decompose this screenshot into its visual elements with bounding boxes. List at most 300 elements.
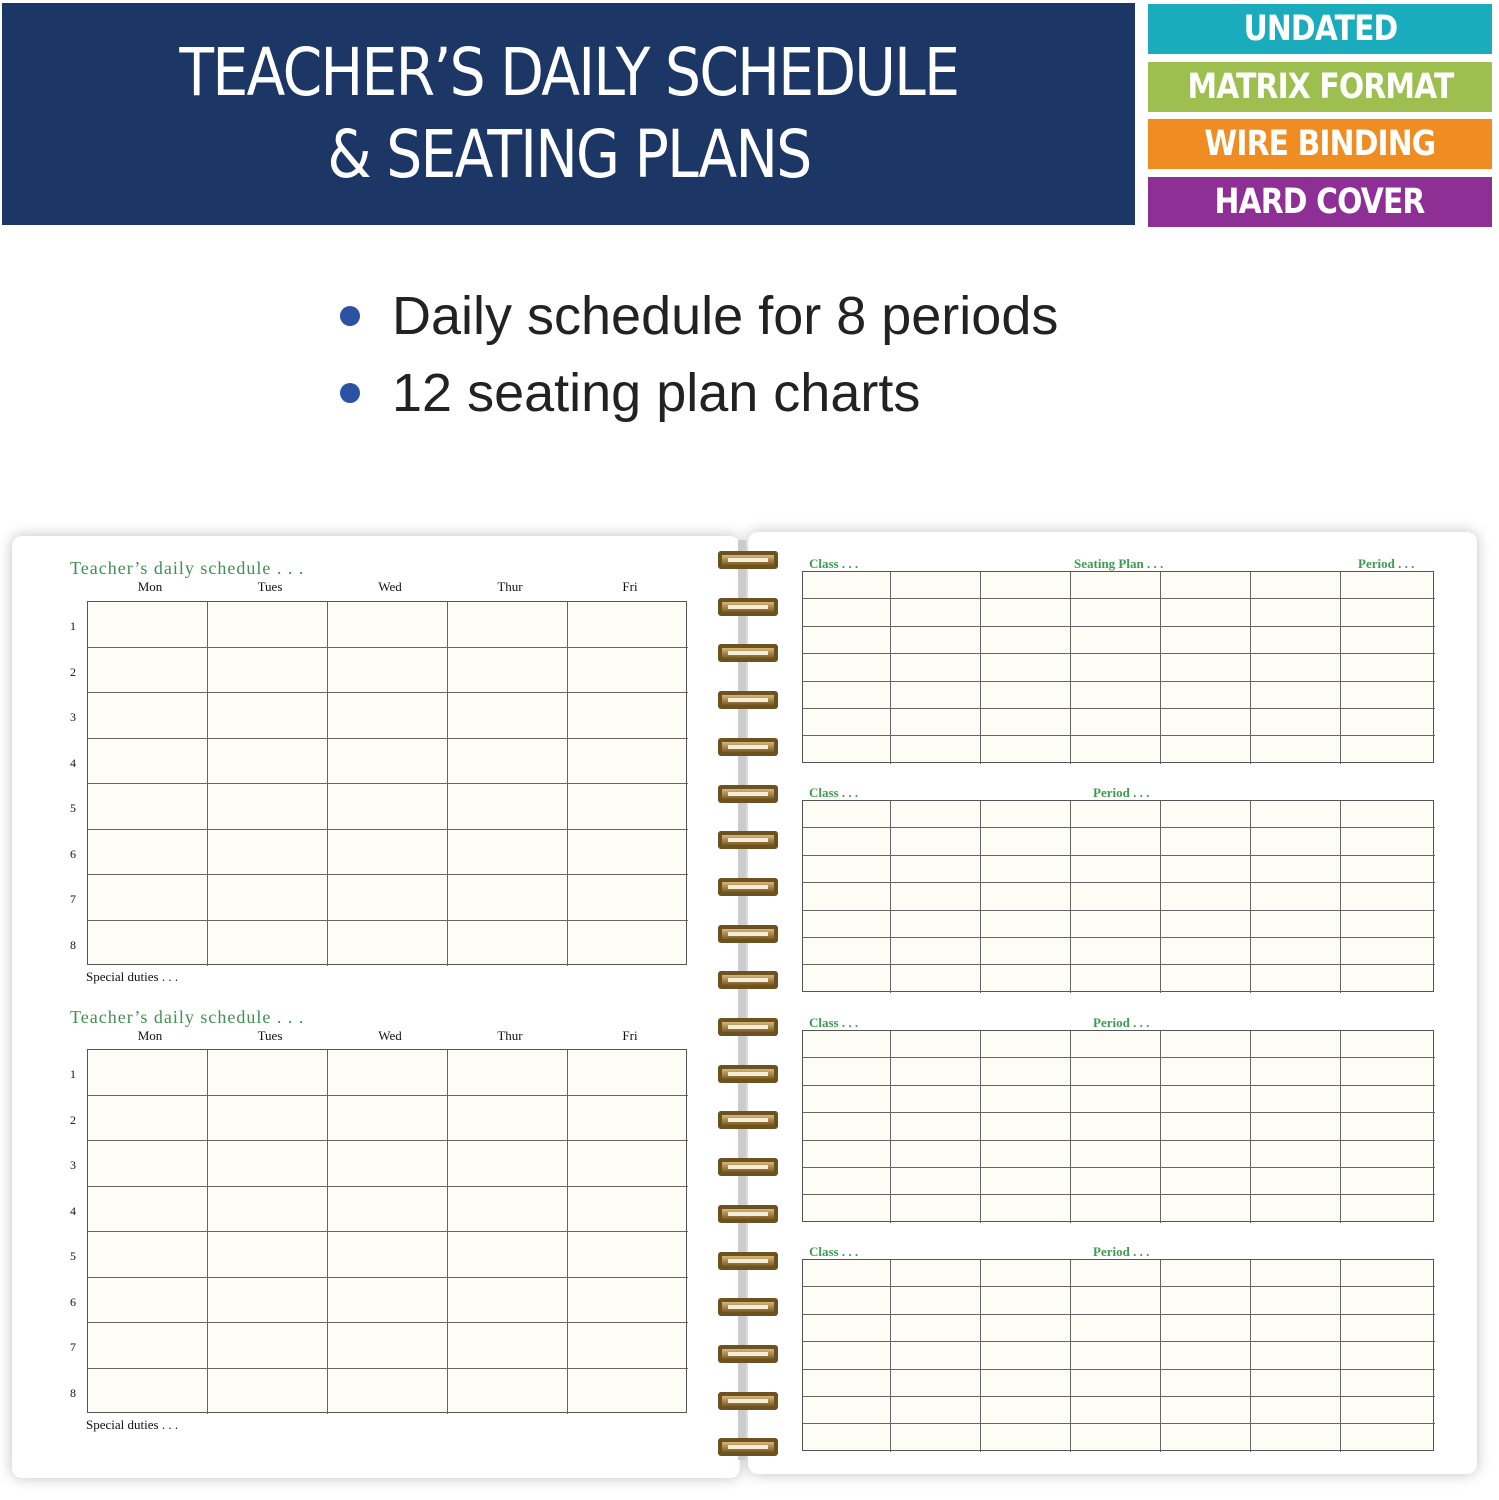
seat-cell[interactable]: [891, 736, 981, 763]
seat-cell[interactable]: [803, 572, 891, 599]
seat-cell[interactable]: [1251, 801, 1341, 828]
schedule-cell[interactable]: [88, 784, 208, 830]
seat-cell[interactable]: [1251, 654, 1341, 681]
schedule-cell[interactable]: [208, 875, 328, 921]
schedule-cell[interactable]: [568, 1141, 688, 1187]
seat-cell[interactable]: [1341, 1086, 1435, 1113]
seat-cell[interactable]: [1161, 1370, 1251, 1397]
seat-cell[interactable]: [981, 856, 1071, 883]
schedule-cell[interactable]: [448, 1187, 568, 1233]
schedule-cell[interactable]: [448, 784, 568, 830]
seat-cell[interactable]: [803, 654, 891, 681]
seat-cell[interactable]: [1251, 965, 1341, 992]
period-number: 6: [70, 846, 76, 861]
seat-cell[interactable]: [981, 1315, 1071, 1342]
period-number: 8: [70, 1385, 76, 1400]
schedule-cell[interactable]: [328, 1323, 448, 1369]
seat-cell[interactable]: [1161, 911, 1251, 938]
schedule-cell[interactable]: [568, 921, 688, 967]
schedule-cell[interactable]: [328, 875, 448, 921]
seat-cell[interactable]: [1071, 1113, 1161, 1140]
seat-cell[interactable]: [803, 627, 891, 654]
seat-cell[interactable]: [803, 965, 891, 992]
seat-cell[interactable]: [1071, 1195, 1161, 1222]
binding-ring-icon: [718, 1438, 778, 1456]
schedule-cell[interactable]: [208, 1141, 328, 1187]
seat-cell[interactable]: [1071, 1370, 1161, 1397]
seat-cell[interactable]: [803, 682, 891, 709]
seat-cell[interactable]: [891, 709, 981, 736]
seat-cell[interactable]: [1071, 1141, 1161, 1168]
seat-cell[interactable]: [891, 883, 981, 910]
seat-cell[interactable]: [1341, 1315, 1435, 1342]
schedule-cell[interactable]: [328, 602, 448, 648]
seat-cell[interactable]: [1341, 1424, 1435, 1451]
schedule-cell[interactable]: [568, 648, 688, 694]
seat-cell[interactable]: [803, 599, 891, 626]
seat-cell[interactable]: [981, 1287, 1071, 1314]
schedule-cell[interactable]: [88, 693, 208, 739]
seat-cell[interactable]: [1161, 627, 1251, 654]
seat-cell[interactable]: [1071, 627, 1161, 654]
seat-cell[interactable]: [1161, 654, 1251, 681]
period-label: Period . . .: [1093, 1244, 1150, 1259]
seat-cell[interactable]: [981, 938, 1071, 965]
day-header: Mon: [137, 579, 163, 594]
period-number: 4: [70, 755, 76, 770]
binding-ring-icon: [718, 878, 778, 896]
seat-cell[interactable]: [981, 1342, 1071, 1369]
schedule-cell[interactable]: [328, 1050, 448, 1096]
schedule-cell[interactable]: [88, 1096, 208, 1142]
seat-cell[interactable]: [891, 1031, 981, 1058]
schedule-cell[interactable]: [88, 875, 208, 921]
seating-grid: [802, 571, 1434, 763]
seat-cell[interactable]: [1161, 709, 1251, 736]
seat-cell[interactable]: [891, 1370, 981, 1397]
seat-cell[interactable]: [891, 1315, 981, 1342]
seat-cell[interactable]: [1161, 1424, 1251, 1451]
seat-cell[interactable]: [981, 1260, 1071, 1287]
seat-cell[interactable]: [981, 828, 1071, 855]
schedule-cell[interactable]: [448, 739, 568, 785]
schedule-cell[interactable]: [88, 1232, 208, 1278]
seat-cell[interactable]: [981, 883, 1071, 910]
seat-cell[interactable]: [1071, 572, 1161, 599]
seat-cell[interactable]: [891, 1113, 981, 1140]
seat-cell[interactable]: [803, 1031, 891, 1058]
seat-cell[interactable]: [891, 1424, 981, 1451]
seat-cell[interactable]: [803, 883, 891, 910]
seat-cell[interactable]: [1161, 1058, 1251, 1085]
bullet-icon: [340, 383, 360, 403]
seat-cell[interactable]: [1251, 599, 1341, 626]
seat-cell[interactable]: [891, 1058, 981, 1085]
seat-cell[interactable]: [1161, 1315, 1251, 1342]
schedule-cell[interactable]: [208, 693, 328, 739]
seat-cell[interactable]: [981, 682, 1071, 709]
schedule-cell[interactable]: [568, 1050, 688, 1096]
seat-cell[interactable]: [803, 1086, 891, 1113]
seat-cell[interactable]: [981, 1168, 1071, 1195]
seat-cell[interactable]: [803, 1113, 891, 1140]
schedule-cell[interactable]: [88, 1141, 208, 1187]
seat-cell[interactable]: [1071, 1058, 1161, 1085]
schedule-cell[interactable]: [208, 648, 328, 694]
seat-cell[interactable]: [803, 911, 891, 938]
seat-cell[interactable]: [981, 1370, 1071, 1397]
seat-cell[interactable]: [981, 1113, 1071, 1140]
seat-cell[interactable]: [803, 856, 891, 883]
seat-cell[interactable]: [803, 1370, 891, 1397]
seat-cell[interactable]: [1161, 1141, 1251, 1168]
seat-cell[interactable]: [803, 938, 891, 965]
schedule-cell[interactable]: [328, 693, 448, 739]
seat-cell[interactable]: [1251, 938, 1341, 965]
seat-cell[interactable]: [1251, 1086, 1341, 1113]
seat-cell[interactable]: [1341, 828, 1435, 855]
schedule-cell[interactable]: [328, 1278, 448, 1324]
seat-cell[interactable]: [1341, 1287, 1435, 1314]
seat-cell[interactable]: [803, 1195, 891, 1222]
seat-cell[interactable]: [891, 856, 981, 883]
seat-cell[interactable]: [803, 736, 891, 763]
schedule-cell[interactable]: [208, 1050, 328, 1096]
seat-cell[interactable]: [891, 828, 981, 855]
seat-cell[interactable]: [1071, 883, 1161, 910]
schedule-cell[interactable]: [568, 1232, 688, 1278]
schedule-cell[interactable]: [448, 1050, 568, 1096]
seat-cell[interactable]: [891, 1397, 981, 1424]
period-number: 2: [70, 664, 76, 679]
seat-cell[interactable]: [1251, 682, 1341, 709]
schedule-cell[interactable]: [448, 648, 568, 694]
seat-cell[interactable]: [891, 1287, 981, 1314]
seat-cell[interactable]: [1251, 828, 1341, 855]
badge-label: HARD COVER: [1215, 181, 1425, 222]
schedule-cell[interactable]: [208, 784, 328, 830]
seat-cell[interactable]: [1341, 1397, 1435, 1424]
seat-cell[interactable]: [1341, 654, 1435, 681]
schedule-cell[interactable]: [568, 1278, 688, 1324]
schedule-cell[interactable]: [568, 602, 688, 648]
bullet-text: Daily schedule for 8 periods: [392, 286, 1059, 346]
seat-cell[interactable]: [1341, 883, 1435, 910]
seat-cell[interactable]: [1341, 1370, 1435, 1397]
seat-cell[interactable]: [891, 938, 981, 965]
seat-cell[interactable]: [981, 1397, 1071, 1424]
seat-cell[interactable]: [1161, 1397, 1251, 1424]
seat-cell[interactable]: [1161, 1287, 1251, 1314]
schedule-cell[interactable]: [568, 693, 688, 739]
schedule-cell[interactable]: [568, 1187, 688, 1233]
seat-cell[interactable]: [981, 1424, 1071, 1451]
seat-cell[interactable]: [1251, 627, 1341, 654]
seat-cell[interactable]: [1341, 599, 1435, 626]
seat-cell[interactable]: [1341, 709, 1435, 736]
seat-cell[interactable]: [803, 1141, 891, 1168]
period-number: 1: [70, 1067, 76, 1081]
schedule-cell[interactable]: [88, 739, 208, 785]
seat-cell[interactable]: [981, 627, 1071, 654]
seat-cell[interactable]: [1251, 1058, 1341, 1085]
seat-cell[interactable]: [891, 801, 981, 828]
seat-cell[interactable]: [1161, 682, 1251, 709]
schedule-cell[interactable]: [448, 693, 568, 739]
seat-cell[interactable]: [891, 965, 981, 992]
seat-cell[interactable]: [1071, 654, 1161, 681]
seat-cell[interactable]: [1071, 1424, 1161, 1451]
schedule-cell[interactable]: [448, 602, 568, 648]
schedule-cell[interactable]: [208, 1323, 328, 1369]
seat-cell[interactable]: [803, 1315, 891, 1342]
schedule-cell[interactable]: [568, 784, 688, 830]
seat-cell[interactable]: [1161, 1168, 1251, 1195]
seat-cell[interactable]: [1251, 1260, 1341, 1287]
seat-cell[interactable]: [981, 572, 1071, 599]
seat-cell[interactable]: [981, 1195, 1071, 1222]
seat-cell[interactable]: [891, 1086, 981, 1113]
seat-cell[interactable]: [1071, 1031, 1161, 1058]
seat-cell[interactable]: [981, 1086, 1071, 1113]
seat-cell[interactable]: [1071, 1315, 1161, 1342]
seat-cell[interactable]: [981, 801, 1071, 828]
seat-cell[interactable]: [981, 709, 1071, 736]
schedule-cell[interactable]: [328, 1369, 448, 1415]
schedule-cell[interactable]: [208, 602, 328, 648]
seat-cell[interactable]: [803, 828, 891, 855]
schedule-cell[interactable]: [328, 1141, 448, 1187]
seat-cell[interactable]: [891, 627, 981, 654]
seat-cell[interactable]: [891, 911, 981, 938]
seat-cell[interactable]: [1071, 1342, 1161, 1369]
schedule-cell[interactable]: [568, 1096, 688, 1142]
seat-cell[interactable]: [1341, 1195, 1435, 1222]
seat-cell[interactable]: [1071, 801, 1161, 828]
seat-cell[interactable]: [1341, 1342, 1435, 1369]
schedule-cell[interactable]: [328, 1232, 448, 1278]
seat-cell[interactable]: [1161, 828, 1251, 855]
seat-cell[interactable]: [981, 599, 1071, 626]
seat-cell[interactable]: [981, 911, 1071, 938]
seat-cell[interactable]: [1161, 572, 1251, 599]
schedule-cell[interactable]: [568, 830, 688, 876]
seat-cell[interactable]: [1071, 828, 1161, 855]
schedule-cell[interactable]: [448, 1369, 568, 1415]
schedule-cell[interactable]: [88, 1050, 208, 1096]
seat-cell[interactable]: [1161, 938, 1251, 965]
schedule-cell[interactable]: [448, 1323, 568, 1369]
seat-cell[interactable]: [1071, 1086, 1161, 1113]
seat-cell[interactable]: [981, 654, 1071, 681]
badge-label: UNDATED: [1243, 9, 1397, 49]
seat-cell[interactable]: [891, 1195, 981, 1222]
day-header: Wed: [378, 1028, 402, 1043]
seat-cell[interactable]: [1161, 801, 1251, 828]
schedule-cell[interactable]: [448, 1096, 568, 1142]
seat-cell[interactable]: [1341, 1168, 1435, 1195]
seat-cell[interactable]: [803, 1397, 891, 1424]
seat-cell[interactable]: [891, 654, 981, 681]
schedule-cell[interactable]: [328, 648, 448, 694]
seat-cell[interactable]: [1341, 938, 1435, 965]
seat-cell[interactable]: [891, 572, 981, 599]
seat-cell[interactable]: [803, 1287, 891, 1314]
seat-cell[interactable]: [1251, 1287, 1341, 1314]
seat-cell[interactable]: [1161, 599, 1251, 626]
seat-cell[interactable]: [891, 1168, 981, 1195]
schedule-cell[interactable]: [328, 921, 448, 967]
schedule-cell[interactable]: [448, 1141, 568, 1187]
seat-cell[interactable]: [891, 1260, 981, 1287]
seat-cell[interactable]: [891, 599, 981, 626]
seat-cell[interactable]: [981, 1141, 1071, 1168]
schedule-cell[interactable]: [208, 1187, 328, 1233]
seat-cell[interactable]: [1161, 736, 1251, 763]
schedule-cell[interactable]: [568, 739, 688, 785]
seat-cell[interactable]: [1341, 1113, 1435, 1140]
seat-cell[interactable]: [1071, 1260, 1161, 1287]
seat-cell[interactable]: [1251, 1342, 1341, 1369]
schedule-cell[interactable]: [568, 1323, 688, 1369]
bullet-item: [340, 285, 1058, 347]
schedule-cell[interactable]: [448, 921, 568, 967]
seat-cell[interactable]: [1251, 736, 1341, 763]
period-number: 3: [70, 1158, 76, 1172]
schedule-cell[interactable]: [88, 1187, 208, 1233]
seat-cell[interactable]: [1071, 736, 1161, 763]
seat-cell[interactable]: [1161, 1342, 1251, 1369]
schedule-cell[interactable]: [328, 1096, 448, 1142]
seat-cell[interactable]: [803, 801, 891, 828]
seat-cell[interactable]: [1251, 856, 1341, 883]
binding-ring-icon: [718, 1111, 778, 1129]
binding-ring-icon: [718, 831, 778, 849]
schedule-cell[interactable]: [448, 875, 568, 921]
seat-cell[interactable]: [1251, 911, 1341, 938]
schedule-cell[interactable]: [328, 830, 448, 876]
seat-cell[interactable]: [1341, 911, 1435, 938]
schedule-cell[interactable]: [88, 1278, 208, 1324]
seat-cell[interactable]: [1341, 1031, 1435, 1058]
seat-cell[interactable]: [1071, 965, 1161, 992]
day-header: Mon: [137, 1028, 163, 1043]
binding-ring-icon: [718, 1345, 778, 1363]
seat-cell[interactable]: [1341, 1260, 1435, 1287]
schedule-cell[interactable]: [208, 1369, 328, 1415]
seat-cell[interactable]: [1251, 1315, 1341, 1342]
seat-cell[interactable]: [803, 1424, 891, 1451]
seat-cell[interactable]: [1161, 965, 1251, 992]
seat-cell[interactable]: [981, 736, 1071, 763]
seat-cell[interactable]: [981, 965, 1071, 992]
seat-cell[interactable]: [1161, 883, 1251, 910]
seat-cell[interactable]: [1071, 911, 1161, 938]
schedule-cell[interactable]: [328, 784, 448, 830]
day-header: Wed: [378, 579, 402, 594]
seat-cell[interactable]: [803, 1058, 891, 1085]
seat-cell[interactable]: [1251, 1031, 1341, 1058]
seat-cell[interactable]: [1071, 938, 1161, 965]
seat-cell[interactable]: [1341, 572, 1435, 599]
schedule-cell[interactable]: [208, 1278, 328, 1324]
schedule-cell[interactable]: [208, 921, 328, 967]
seat-cell[interactable]: [1341, 1141, 1435, 1168]
seat-cell[interactable]: [1341, 736, 1435, 763]
seat-cell[interactable]: [891, 1141, 981, 1168]
seat-cell[interactable]: [1071, 1168, 1161, 1195]
seat-cell[interactable]: [1251, 1195, 1341, 1222]
seat-cell[interactable]: [1161, 1031, 1251, 1058]
seat-cell[interactable]: [803, 1260, 891, 1287]
seat-cell[interactable]: [1251, 1370, 1341, 1397]
seat-cell[interactable]: [1341, 965, 1435, 992]
seat-cell[interactable]: [1341, 627, 1435, 654]
schedule-cell[interactable]: [88, 830, 208, 876]
seat-cell[interactable]: [1161, 1086, 1251, 1113]
seating-grid: [802, 800, 1434, 992]
seat-cell[interactable]: [891, 1342, 981, 1369]
seat-cell[interactable]: [1341, 682, 1435, 709]
seat-cell[interactable]: [803, 1168, 891, 1195]
seat-cell[interactable]: [981, 1058, 1071, 1085]
schedule-cell[interactable]: [448, 1278, 568, 1324]
seat-cell[interactable]: [1071, 856, 1161, 883]
seat-cell[interactable]: [981, 1031, 1071, 1058]
seat-cell[interactable]: [1161, 1195, 1251, 1222]
schedule-cell[interactable]: [568, 875, 688, 921]
seat-cell[interactable]: [1251, 1424, 1341, 1451]
seat-cell[interactable]: [891, 682, 981, 709]
schedule-cell[interactable]: [88, 1369, 208, 1415]
seat-cell[interactable]: [1161, 1260, 1251, 1287]
seat-cell[interactable]: [1071, 599, 1161, 626]
seat-cell[interactable]: [1071, 1397, 1161, 1424]
schedule-cell[interactable]: [208, 1232, 328, 1278]
schedule-cell[interactable]: [568, 1369, 688, 1415]
seat-cell[interactable]: [803, 1342, 891, 1369]
badge: [1148, 4, 1492, 54]
seat-cell[interactable]: [1161, 1113, 1251, 1140]
schedule-cell[interactable]: [448, 1232, 568, 1278]
seat-cell[interactable]: [1341, 801, 1435, 828]
schedule-cell[interactable]: [208, 739, 328, 785]
seat-cell[interactable]: [1251, 572, 1341, 599]
schedule-cell[interactable]: [328, 1187, 448, 1233]
seat-cell[interactable]: [803, 709, 891, 736]
schedule-cell[interactable]: [208, 1096, 328, 1142]
seat-cell[interactable]: [1251, 1113, 1341, 1140]
seat-cell[interactable]: [1341, 856, 1435, 883]
seat-cell[interactable]: [1251, 709, 1341, 736]
seat-cell[interactable]: [1251, 883, 1341, 910]
schedule-cell[interactable]: [448, 830, 568, 876]
seat-cell[interactable]: [1161, 856, 1251, 883]
schedule-cell[interactable]: [88, 602, 208, 648]
schedule-cell[interactable]: [88, 1323, 208, 1369]
seat-cell[interactable]: [1071, 682, 1161, 709]
seat-cell[interactable]: [1251, 1397, 1341, 1424]
seat-cell[interactable]: [1251, 1141, 1341, 1168]
schedule-cell[interactable]: [208, 830, 328, 876]
seat-cell[interactable]: [1341, 1058, 1435, 1085]
seat-cell[interactable]: [1251, 1168, 1341, 1195]
schedule-cell[interactable]: [328, 739, 448, 785]
schedule-cell[interactable]: [88, 921, 208, 967]
seat-cell[interactable]: [1071, 1287, 1161, 1314]
schedule-cell[interactable]: [88, 648, 208, 694]
seat-cell[interactable]: [1071, 709, 1161, 736]
